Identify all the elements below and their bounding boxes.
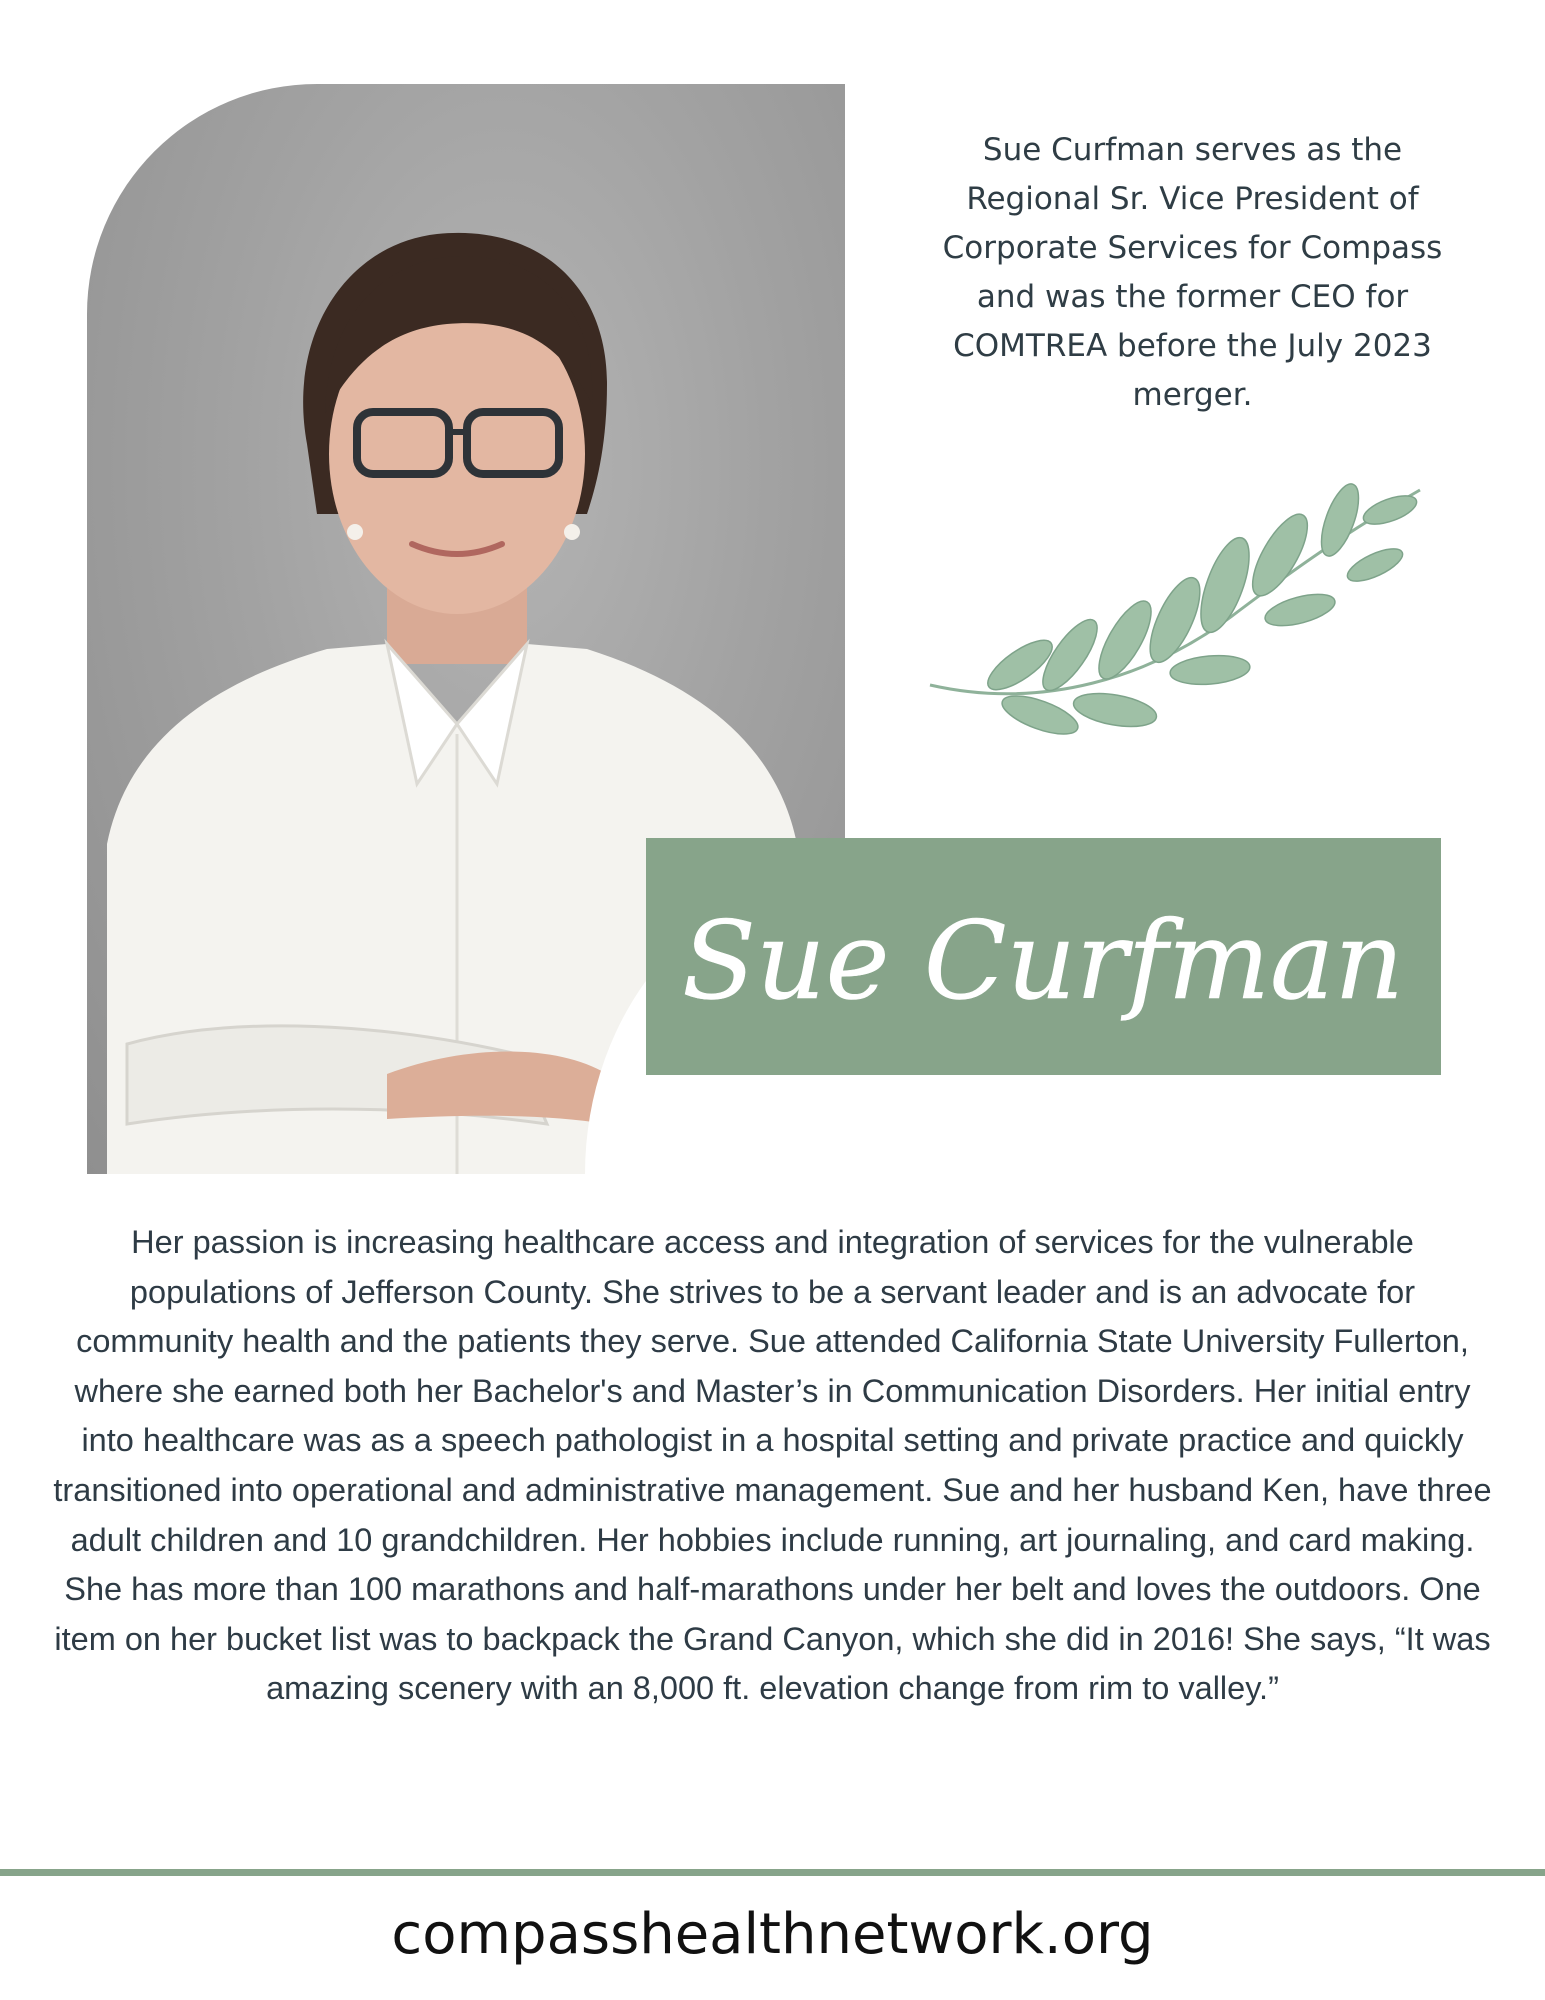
footer-divider bbox=[0, 1869, 1545, 1876]
bio-text: Her passion is increasing healthcare access and integration of services for the vulnerable populations of Jefferson County. She strives to be a servant leader and is an advocate for community health and the patients they serve. Sue attended California State University Fullerton, where she earned both her Bachelor's and Master’s in Communication Disorders. Her initial entry into healthcare was as a speech pathologist in a hospital setting and private practice and quickly transitioned into operational and administrative management. Sue and her husband Ken, have three adult children and 10 grandchildren. Her hobbies include running, art journaling, and card making. She has more than 100 marathons and half-marathons under her belt and loves the outdoors. One item on her bucket list was to backpack the Grand Canyon, which she did in 2016! She says, “It was amazing scenery with an 8,000 ft. elevation change from rim to valley.” bbox=[53, 1224, 1492, 1707]
name-banner bbox=[646, 838, 1441, 1075]
signature-name bbox=[646, 838, 1441, 1075]
website-link[interactable]: compasshealthnetwork.org bbox=[391, 1902, 1154, 1967]
svg-text:Sue Curfman: Sue Curfman bbox=[682, 899, 1404, 1024]
leaf-sprig-icon bbox=[920, 480, 1440, 780]
intro-text: Sue Curfman serves as the Regional Sr. Vice President of Corporate Services for Compass and was the former CEO for COMTREA before the July 2023 merger. bbox=[942, 132, 1443, 413]
